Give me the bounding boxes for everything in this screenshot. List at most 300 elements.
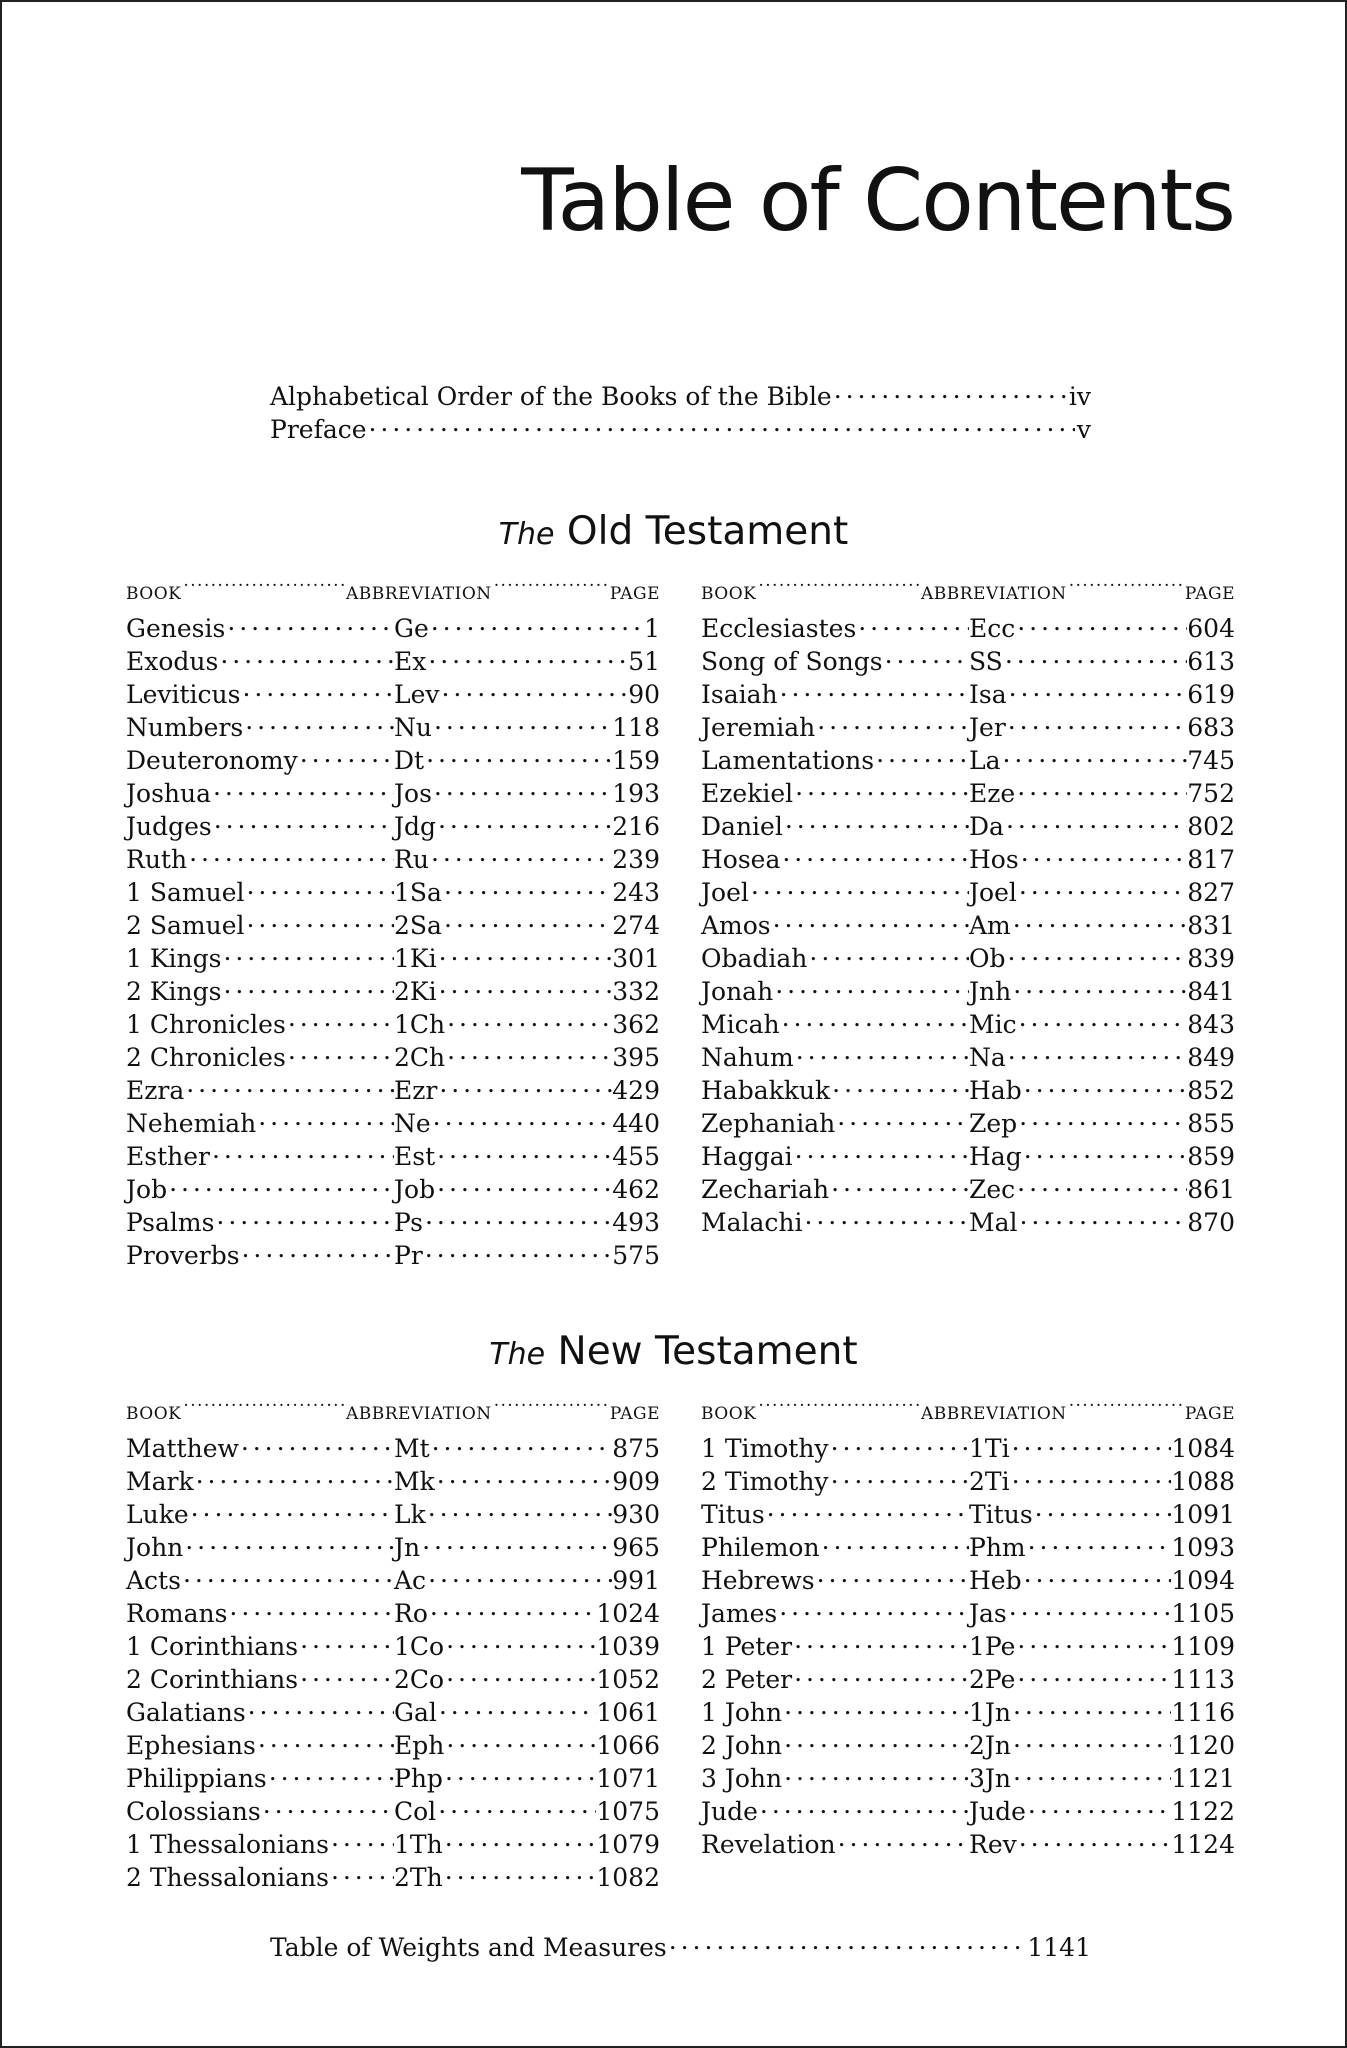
book-abbreviation: Jdg	[394, 812, 437, 841]
abbreviation-cell	[394, 744, 612, 777]
dot-leader	[256, 1108, 394, 1132]
book-row[interactable]	[701, 1107, 1235, 1140]
book-page-number: 440	[612, 1109, 660, 1138]
book-row[interactable]	[701, 1762, 1235, 1795]
book-cell	[701, 942, 969, 975]
abbreviation-cell	[394, 1173, 612, 1206]
book-row[interactable]	[701, 1630, 1235, 1663]
book-cell	[126, 1041, 394, 1074]
book-row[interactable]	[701, 1465, 1235, 1498]
book-cell	[701, 1206, 969, 1239]
book-page-number: 619	[1187, 680, 1235, 709]
abbreviation-cell	[394, 1729, 596, 1762]
book-name: Joel	[701, 878, 749, 907]
abbreviation-cell	[969, 1630, 1171, 1663]
book-row[interactable]	[701, 678, 1235, 711]
front-matter-entry[interactable]	[270, 380, 1091, 413]
book-abbreviation: 1Jn	[969, 1698, 1012, 1727]
abbreviation-cell	[969, 1531, 1171, 1564]
book-name: Micah	[701, 1010, 780, 1039]
book-row[interactable]	[701, 1531, 1235, 1564]
book-page-number: 1079	[596, 1830, 660, 1859]
abbreviation-cell	[394, 1762, 596, 1795]
book-page-number: 861	[1187, 1175, 1235, 1204]
dot-leader	[187, 844, 394, 868]
book-row[interactable]	[701, 1206, 1235, 1239]
book-page-number: 1088	[1171, 1467, 1235, 1496]
abbreviation-cell	[394, 1206, 612, 1239]
book-name: Judges	[126, 812, 212, 841]
book-page-number: 1075	[596, 1797, 660, 1826]
abbreviation-cell	[394, 678, 628, 711]
book-abbreviation: Nu	[394, 713, 432, 742]
book-abbreviation: Joel	[969, 878, 1017, 907]
book-row[interactable]	[126, 1597, 660, 1630]
book-abbreviation: Mic	[969, 1010, 1017, 1039]
dot-leader	[221, 943, 394, 967]
book-row[interactable]	[701, 612, 1235, 645]
book-abbreviation: Gal	[394, 1698, 437, 1727]
book-name: Philemon	[701, 1533, 820, 1562]
book-abbreviation: La	[969, 746, 1001, 775]
abbreviation-cell	[969, 777, 1187, 810]
book-row[interactable]	[701, 1498, 1235, 1531]
book-abbreviation: Heb	[969, 1566, 1022, 1595]
book-abbreviation: Da	[969, 812, 1004, 841]
front-matter-entry[interactable]	[270, 413, 1091, 446]
abbreviation-cell	[394, 1861, 596, 1894]
dot-leader	[435, 1466, 613, 1490]
abbreviation-cell	[394, 942, 612, 975]
book-row[interactable]	[126, 1173, 660, 1206]
book-abbreviation: Lev	[394, 680, 440, 709]
dot-leader	[1017, 1108, 1187, 1132]
abbreviation-cell	[394, 876, 612, 909]
column-header-book-label: BOOK	[126, 584, 182, 604]
entry-label: Table of Weights and Measures	[270, 1933, 667, 1962]
dot-leader	[829, 1174, 969, 1198]
dot-leader	[765, 1499, 969, 1523]
dot-leader	[183, 1532, 394, 1556]
dot-leader	[367, 414, 1075, 438]
book-abbreviation: 1Sa	[394, 878, 442, 907]
dot-leader	[1022, 1565, 1172, 1589]
book-row[interactable]	[126, 777, 660, 810]
dot-leader	[820, 1532, 969, 1556]
book-row[interactable]	[126, 1140, 660, 1173]
book-abbreviation: 1Pe	[969, 1632, 1016, 1661]
book-row[interactable]	[126, 876, 660, 909]
book-row[interactable]	[126, 1762, 660, 1795]
book-name: Malachi	[701, 1208, 803, 1237]
book-row[interactable]	[701, 810, 1235, 843]
column-header-abbreviation-label: ABBREVIATION	[921, 584, 1067, 604]
abbreviation-cell	[969, 1041, 1187, 1074]
book-abbreviation: Ro	[394, 1599, 428, 1628]
book-abbreviation: Jn	[394, 1533, 421, 1562]
book-page-number: 159	[612, 746, 660, 775]
dot-leader	[1011, 1730, 1171, 1754]
book-row[interactable]	[126, 909, 660, 942]
abbreviation-cell	[969, 909, 1187, 942]
dot-leader	[1015, 1631, 1171, 1655]
book-row[interactable]	[701, 1828, 1235, 1861]
book-cell	[701, 1531, 969, 1564]
dot-leader	[444, 1631, 596, 1655]
book-page-number: 827	[1187, 878, 1235, 907]
book-cell	[126, 1696, 394, 1729]
book-page-number: 875	[612, 1434, 660, 1463]
dot-leader	[212, 811, 394, 835]
book-row[interactable]	[126, 942, 660, 975]
dot-leader	[756, 575, 921, 599]
dot-leader	[298, 745, 394, 769]
old-testament-heading	[0, 509, 1347, 554]
heading-text: New Testament	[557, 1329, 858, 1374]
book-name: 2 Chronicles	[126, 1043, 286, 1072]
book-page-number: 193	[612, 779, 660, 808]
book-cell	[126, 876, 394, 909]
abbreviation-cell	[394, 1597, 596, 1630]
dot-leader	[1015, 613, 1187, 637]
book-row[interactable]	[126, 1239, 660, 1272]
book-row[interactable]	[126, 1008, 660, 1041]
book-page-number: 118	[612, 713, 660, 742]
front-matter-list	[270, 380, 1091, 446]
book-abbreviation: Zec	[969, 1175, 1016, 1204]
dot-leader	[815, 1565, 969, 1589]
book-row[interactable]	[126, 1795, 660, 1828]
book-cell	[701, 909, 969, 942]
book-row[interactable]	[126, 843, 660, 876]
dot-leader	[792, 1664, 969, 1688]
dot-leader	[436, 1796, 596, 1820]
book-name: 1 Thessalonians	[126, 1830, 329, 1859]
book-cell	[126, 1239, 394, 1272]
book-cell	[701, 612, 969, 645]
abbreviation-cell	[969, 1140, 1187, 1173]
dot-leader	[856, 613, 969, 637]
dot-leader	[778, 679, 969, 703]
book-name: James	[701, 1599, 778, 1628]
book-name: Jeremiah	[701, 713, 816, 742]
book-cell	[126, 1107, 394, 1140]
book-row[interactable]	[126, 1041, 660, 1074]
book-name: 2 Samuel	[126, 911, 245, 940]
book-row[interactable]	[126, 645, 660, 678]
book-abbreviation: Rev	[969, 1830, 1017, 1859]
book-cell	[701, 645, 969, 678]
book-row[interactable]	[701, 744, 1235, 777]
book-name: Ecclesiastes	[701, 614, 857, 643]
dot-leader	[780, 1009, 969, 1033]
abbreviation-cell	[394, 612, 644, 645]
book-row[interactable]	[701, 1564, 1235, 1597]
dot-leader	[783, 811, 969, 835]
dot-leader	[239, 1433, 394, 1457]
heading-text: Old Testament	[566, 509, 849, 554]
book-page-number: 831	[1187, 911, 1235, 940]
book-page-number: 870	[1187, 1208, 1235, 1237]
book-page-number: 1094	[1171, 1566, 1235, 1595]
old-testament-left-column	[126, 575, 660, 1272]
dot-leader	[1019, 844, 1188, 868]
book-page-number: 1093	[1171, 1533, 1235, 1562]
book-cell	[701, 1729, 969, 1762]
dot-leader	[1067, 1395, 1185, 1419]
book-row[interactable]	[126, 1465, 660, 1498]
book-row[interactable]	[701, 1173, 1235, 1206]
book-row[interactable]	[701, 942, 1235, 975]
book-abbreviation: Mt	[394, 1434, 430, 1463]
book-abbreviation: 2Ch	[394, 1043, 446, 1072]
book-name: 3 John	[701, 1764, 783, 1793]
dot-leader	[1033, 1499, 1172, 1523]
book-page-number: 817	[1187, 845, 1235, 874]
abbreviation-cell	[394, 909, 612, 942]
dot-leader	[771, 910, 969, 934]
book-name: Lamentations	[701, 746, 875, 775]
book-page-number: 493	[612, 1208, 660, 1237]
book-row[interactable]	[126, 678, 660, 711]
book-page-number: 1091	[1171, 1500, 1235, 1529]
abbreviation-cell	[969, 1008, 1187, 1041]
abbreviation-cell	[394, 645, 628, 678]
book-page-number: 855	[1187, 1109, 1235, 1138]
book-page-number: 1109	[1171, 1632, 1235, 1661]
book-row[interactable]	[701, 645, 1235, 678]
book-row[interactable]	[126, 1861, 660, 1894]
new-testament-heading	[0, 1329, 1347, 1374]
book-name: Isaiah	[701, 680, 778, 709]
dot-leader	[492, 1395, 610, 1419]
column-header	[126, 575, 660, 608]
book-row[interactable]	[701, 777, 1235, 810]
abbreviation-cell	[969, 744, 1187, 777]
book-row[interactable]	[126, 1564, 660, 1597]
dot-leader	[758, 1796, 969, 1820]
dot-leader	[1006, 943, 1188, 967]
dot-leader	[218, 646, 394, 670]
book-name: Hebrews	[701, 1566, 815, 1595]
book-abbreviation: 2Pe	[969, 1665, 1016, 1694]
dot-leader	[883, 646, 969, 670]
book-row[interactable]	[701, 1597, 1235, 1630]
abbreviation-cell	[394, 1828, 596, 1861]
book-abbreviation: SS	[969, 647, 1003, 676]
book-row[interactable]	[126, 1729, 660, 1762]
back-matter-entry[interactable]	[270, 1931, 1091, 1964]
dot-leader	[420, 1532, 612, 1556]
dot-leader	[829, 1433, 969, 1457]
dot-leader	[803, 1207, 969, 1231]
book-page-number: 462	[612, 1175, 660, 1204]
book-page-number: 1116	[1171, 1698, 1235, 1727]
book-row[interactable]	[126, 744, 660, 777]
book-row[interactable]	[701, 909, 1235, 942]
book-row[interactable]	[701, 1008, 1235, 1041]
book-row[interactable]	[126, 1206, 660, 1239]
book-abbreviation: Ex	[394, 647, 427, 676]
book-name: Titus	[701, 1500, 765, 1529]
book-cell	[126, 1564, 394, 1597]
book-name: 1 Corinthians	[126, 1632, 299, 1661]
book-row[interactable]	[701, 843, 1235, 876]
dot-leader	[1015, 778, 1187, 802]
book-row[interactable]	[701, 876, 1235, 909]
book-row[interactable]	[701, 1729, 1235, 1762]
book-cell	[701, 1498, 969, 1531]
abbreviation-cell	[394, 1074, 612, 1107]
dot-leader	[1015, 1174, 1187, 1198]
book-page-number: 239	[612, 845, 660, 874]
abbreviation-cell	[969, 1465, 1171, 1498]
book-cell	[701, 975, 969, 1008]
book-abbreviation: Jer	[969, 713, 1006, 742]
book-row[interactable]	[701, 1795, 1235, 1828]
book-abbreviation: Mal	[969, 1208, 1018, 1237]
dot-leader	[1026, 1532, 1172, 1556]
book-cell	[126, 1795, 394, 1828]
book-row[interactable]	[701, 1041, 1235, 1074]
dot-leader	[874, 745, 969, 769]
book-abbreviation: Ge	[394, 614, 429, 643]
dot-leader	[1011, 910, 1188, 934]
book-abbreviation: Titus	[969, 1500, 1033, 1529]
book-row[interactable]	[126, 1432, 660, 1465]
dot-leader	[443, 1763, 596, 1787]
book-abbreviation: 2Jn	[969, 1731, 1012, 1760]
dot-leader	[1022, 1141, 1188, 1165]
book-abbreviation: 2Co	[394, 1665, 445, 1694]
dot-leader	[181, 575, 346, 599]
abbreviation-cell	[969, 975, 1187, 1008]
book-cell	[701, 744, 969, 777]
dot-leader	[428, 1598, 597, 1622]
dot-leader	[780, 844, 969, 868]
book-row[interactable]	[126, 975, 660, 1008]
column-header-page: PAGE	[1184, 1404, 1235, 1424]
abbreviation-cell	[394, 1663, 596, 1696]
abbreviation-cell	[394, 1795, 596, 1828]
book-cell	[126, 612, 394, 645]
book-row[interactable]	[126, 1531, 660, 1564]
book-name: Acts	[126, 1566, 181, 1595]
book-name: Psalms	[126, 1208, 215, 1237]
book-row[interactable]	[701, 1663, 1235, 1696]
dot-leader	[444, 1730, 596, 1754]
book-cell	[701, 1663, 969, 1696]
book-abbreviation: 2Ki	[394, 977, 437, 1006]
book-abbreviation: 1Ch	[394, 1010, 446, 1039]
book-cell	[126, 744, 394, 777]
book-row[interactable]	[701, 1140, 1235, 1173]
book-row[interactable]	[701, 975, 1235, 1008]
dot-leader	[782, 1763, 969, 1787]
abbreviation-cell	[969, 1762, 1171, 1795]
book-row[interactable]	[701, 1432, 1235, 1465]
book-cell	[126, 1531, 394, 1564]
dot-leader	[756, 1395, 921, 1419]
column-header-abbreviation	[346, 575, 610, 608]
book-row[interactable]	[126, 711, 660, 744]
book-name: Mark	[126, 1467, 194, 1496]
book-name: 2 Peter	[701, 1665, 793, 1694]
dot-leader	[423, 1207, 612, 1231]
book-cell	[126, 909, 394, 942]
book-row[interactable]	[126, 1696, 660, 1729]
dot-leader	[492, 575, 610, 599]
book-page-number: 1082	[596, 1863, 660, 1892]
book-page-number: 1121	[1171, 1764, 1235, 1793]
column-header-abbreviation	[921, 575, 1185, 608]
abbreviation-cell	[969, 1795, 1171, 1828]
book-row[interactable]	[701, 1074, 1235, 1107]
book-abbreviation: Hab	[969, 1076, 1022, 1105]
dot-leader	[1010, 1466, 1172, 1490]
book-name: Matthew	[126, 1434, 239, 1463]
abbreviation-cell	[969, 645, 1187, 678]
book-row[interactable]	[126, 810, 660, 843]
book-row[interactable]	[701, 711, 1235, 744]
book-name: Zephaniah	[701, 1109, 836, 1138]
dot-leader	[792, 1631, 969, 1655]
book-page-number: 909	[612, 1467, 660, 1496]
book-row[interactable]	[126, 1074, 660, 1107]
book-cell	[701, 1173, 969, 1206]
book-cell	[126, 1008, 394, 1041]
book-cell	[126, 843, 394, 876]
dot-leader	[667, 1932, 1026, 1956]
book-cell	[126, 1465, 394, 1498]
dot-leader	[836, 1829, 969, 1853]
dot-leader	[437, 1697, 597, 1721]
book-name: 1 Kings	[126, 944, 222, 973]
book-row[interactable]	[126, 1107, 660, 1140]
book-row[interactable]	[126, 1828, 660, 1861]
dot-leader	[1006, 712, 1188, 736]
book-page-number: 745	[1187, 746, 1235, 775]
book-row[interactable]	[126, 1630, 660, 1663]
book-cell	[126, 1498, 394, 1531]
book-page-number: 1066	[596, 1731, 660, 1760]
book-row[interactable]	[126, 612, 660, 645]
book-row[interactable]	[126, 1663, 660, 1696]
book-cell	[701, 1762, 969, 1795]
book-name: 1 Peter	[701, 1632, 793, 1661]
book-page-number: 849	[1187, 1043, 1235, 1072]
column-header-book	[126, 575, 346, 608]
column-header-book-label: BOOK	[701, 584, 757, 604]
book-cell	[701, 1828, 969, 1861]
book-cell	[126, 975, 394, 1008]
book-cell	[701, 1432, 969, 1465]
old-testament-right-column	[701, 575, 1235, 1239]
dot-leader	[167, 1174, 394, 1198]
dot-leader	[225, 613, 394, 637]
book-row[interactable]	[126, 1498, 660, 1531]
book-row[interactable]	[701, 1696, 1235, 1729]
abbreviation-cell	[969, 678, 1187, 711]
dot-leader	[445, 1042, 612, 1066]
abbreviation-cell	[969, 1828, 1171, 1861]
book-name: Habakkuk	[701, 1076, 831, 1105]
dot-leader	[267, 1763, 394, 1787]
dot-leader	[442, 910, 612, 934]
dot-leader	[1015, 1664, 1171, 1688]
dot-leader	[261, 1796, 394, 1820]
column-header	[701, 1395, 1235, 1428]
